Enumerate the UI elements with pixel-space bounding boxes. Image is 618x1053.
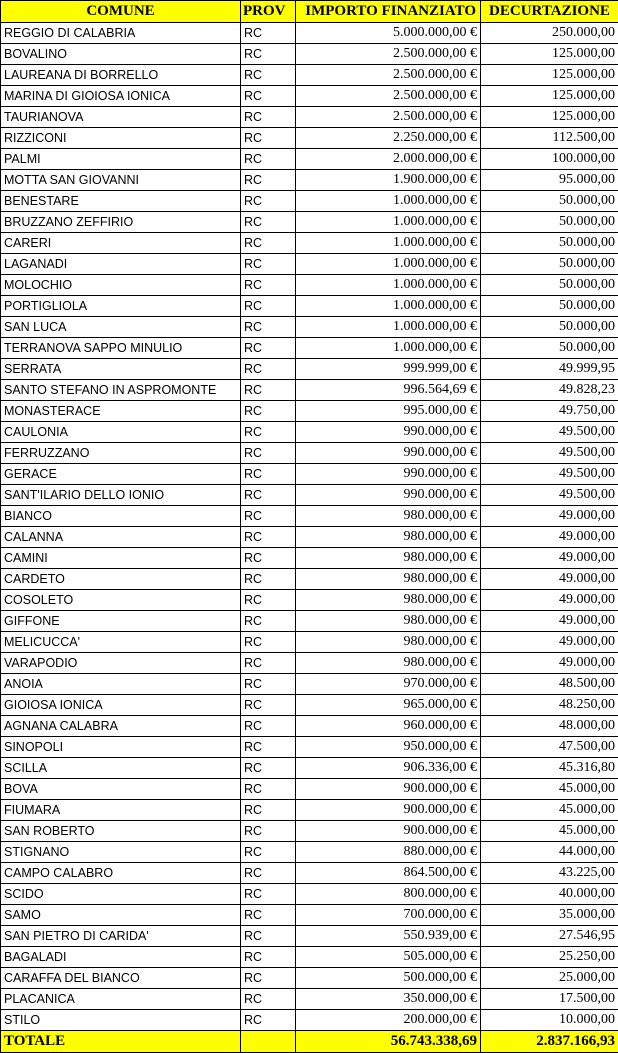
- table-row: [1, 590, 618, 611]
- cell-importo[interactable]: 2.250.000,00 €: [296, 128, 481, 149]
- cell-decurtazione[interactable]: 49.000,00: [481, 569, 618, 590]
- cell-comune[interactable]: PALMI: [1, 149, 241, 170]
- totals-decurtazione: 2.837.166,93: [481, 1031, 618, 1053]
- cell-prov[interactable]: RC: [241, 380, 296, 401]
- cell-comune[interactable]: SCILLA: [1, 758, 241, 779]
- table-row: [1, 947, 618, 968]
- cell-prov[interactable]: RC: [241, 443, 296, 464]
- cell-decurtazione[interactable]: 125.000,00: [481, 44, 618, 65]
- cell-decurtazione[interactable]: 49.750,00: [481, 401, 618, 422]
- table-row: [1, 527, 618, 548]
- cell-prov[interactable]: RC: [241, 758, 296, 779]
- cell-importo[interactable]: 2.500.000,00 €: [296, 44, 481, 65]
- table-row: [1, 716, 618, 737]
- cell-decurtazione[interactable]: 95.000,00: [481, 170, 618, 191]
- cell-comune[interactable]: TAURIANOVA: [1, 107, 241, 128]
- cell-comune[interactable]: SCIDO: [1, 884, 241, 905]
- cell-importo[interactable]: 1.000.000,00 €: [296, 317, 481, 338]
- cell-decurtazione[interactable]: 43.225,00: [481, 863, 618, 884]
- table-row: [1, 905, 618, 926]
- cell-decurtazione[interactable]: 50.000,00: [481, 254, 618, 275]
- cell-comune[interactable]: SINOPOLI: [1, 737, 241, 758]
- cell-prov[interactable]: RC: [241, 422, 296, 443]
- table-row: [1, 863, 618, 884]
- cell-importo[interactable]: 990.000,00 €: [296, 422, 481, 443]
- cell-importo[interactable]: 864.500,00 €: [296, 863, 481, 884]
- cell-decurtazione[interactable]: 49.000,00: [481, 611, 618, 632]
- cell-importo[interactable]: 980.000,00 €: [296, 548, 481, 569]
- cell-comune[interactable]: SERRATA: [1, 359, 241, 380]
- table-row: [1, 233, 618, 254]
- cell-decurtazione[interactable]: 48.000,00: [481, 716, 618, 737]
- cell-prov[interactable]: RC: [241, 296, 296, 317]
- cell-prov[interactable]: RC: [241, 401, 296, 422]
- table-row: [1, 44, 618, 65]
- cell-importo[interactable]: 350.000,00 €: [296, 989, 481, 1010]
- cell-importo[interactable]: 2.500.000,00 €: [296, 86, 481, 107]
- cell-prov[interactable]: RC: [241, 338, 296, 359]
- cell-decurtazione[interactable]: 44.000,00: [481, 842, 618, 863]
- cell-decurtazione[interactable]: 50.000,00: [481, 317, 618, 338]
- cell-prov[interactable]: RC: [241, 947, 296, 968]
- cell-comune[interactable]: GIOIOSA IONICA: [1, 695, 241, 716]
- cell-comune[interactable]: CALANNA: [1, 527, 241, 548]
- cell-prov[interactable]: RC: [241, 191, 296, 212]
- table-row: [1, 212, 618, 233]
- cell-comune[interactable]: SANT'ILARIO DELLO IONIO: [1, 485, 241, 506]
- cell-importo[interactable]: 980.000,00 €: [296, 569, 481, 590]
- table-row: [1, 548, 618, 569]
- header-row: [1, 1, 618, 23]
- table-row: [1, 674, 618, 695]
- cell-prov[interactable]: RC: [241, 716, 296, 737]
- table-row: [1, 338, 618, 359]
- cell-prov[interactable]: RC: [241, 107, 296, 128]
- table-row: [1, 191, 618, 212]
- table-row: [1, 359, 618, 380]
- cell-comune[interactable]: CARAFFA DEL BIANCO: [1, 968, 241, 989]
- cell-prov[interactable]: RC: [241, 86, 296, 107]
- cell-prov[interactable]: RC: [241, 485, 296, 506]
- cell-prov[interactable]: RC: [241, 863, 296, 884]
- cell-prov[interactable]: RC: [241, 233, 296, 254]
- cell-importo[interactable]: 980.000,00 €: [296, 527, 481, 548]
- table-row: [1, 758, 618, 779]
- cell-decurtazione[interactable]: 27.546,95: [481, 926, 618, 947]
- cell-decurtazione[interactable]: 112.500,00: [481, 128, 618, 149]
- cell-prov[interactable]: RC: [241, 884, 296, 905]
- cell-decurtazione[interactable]: 10.000,00: [481, 1010, 618, 1031]
- table-row: [1, 107, 618, 128]
- cell-decurtazione[interactable]: 125.000,00: [481, 86, 618, 107]
- cell-comune[interactable]: PLACANICA: [1, 989, 241, 1010]
- cell-decurtazione[interactable]: 100.000,00: [481, 149, 618, 170]
- cell-importo[interactable]: 1.000.000,00 €: [296, 296, 481, 317]
- cell-prov[interactable]: RC: [241, 779, 296, 800]
- cell-comune[interactable]: SAMO: [1, 905, 241, 926]
- cell-decurtazione[interactable]: 50.000,00: [481, 233, 618, 254]
- cell-importo[interactable]: 1.000.000,00 €: [296, 233, 481, 254]
- cell-importo[interactable]: 5.000.000,00 €: [296, 23, 481, 44]
- cell-comune[interactable]: BOVALINO: [1, 44, 241, 65]
- cell-decurtazione[interactable]: 49.999,95: [481, 359, 618, 380]
- header-importo[interactable]: IMPORTO FINANZIATO: [296, 1, 481, 23]
- cell-comune[interactable]: ANOIA: [1, 674, 241, 695]
- cell-comune[interactable]: VARAPODIO: [1, 653, 241, 674]
- table-row: [1, 485, 618, 506]
- table-row: [1, 149, 618, 170]
- table-row: [1, 296, 618, 317]
- cell-decurtazione[interactable]: 50.000,00: [481, 338, 618, 359]
- totals-label: TOTALE: [1, 1031, 241, 1053]
- cell-prov[interactable]: RC: [241, 590, 296, 611]
- cell-importo[interactable]: 2.500.000,00 €: [296, 65, 481, 86]
- cell-comune[interactable]: REGGIO DI CALABRIA: [1, 23, 241, 44]
- table-row: [1, 23, 618, 44]
- cell-importo[interactable]: 2.500.000,00 €: [296, 107, 481, 128]
- cell-comune[interactable]: FIUMARA: [1, 800, 241, 821]
- cell-importo[interactable]: 965.000,00 €: [296, 695, 481, 716]
- table-row: [1, 842, 618, 863]
- cell-comune[interactable]: AGNANA CALABRA: [1, 716, 241, 737]
- cell-importo[interactable]: 500.000,00 €: [296, 968, 481, 989]
- cell-comune[interactable]: BAGALADI: [1, 947, 241, 968]
- table-row: [1, 506, 618, 527]
- cell-decurtazione[interactable]: 49.000,00: [481, 590, 618, 611]
- cell-comune[interactable]: CAMPO CALABRO: [1, 863, 241, 884]
- cell-prov[interactable]: RC: [241, 569, 296, 590]
- cell-comune[interactable]: GERACE: [1, 464, 241, 485]
- cell-importo[interactable]: 1.000.000,00 €: [296, 191, 481, 212]
- cell-comune[interactable]: SAN ROBERTO: [1, 821, 241, 842]
- totals-importo: 56.743.338,69: [296, 1031, 481, 1053]
- cell-prov[interactable]: RC: [241, 506, 296, 527]
- cell-prov[interactable]: RC: [241, 968, 296, 989]
- cell-decurtazione[interactable]: 45.000,00: [481, 800, 618, 821]
- cell-importo[interactable]: 200.000,00 €: [296, 1010, 481, 1031]
- cell-comune[interactable]: LAGANADI: [1, 254, 241, 275]
- cell-prov[interactable]: RC: [241, 65, 296, 86]
- table-row: [1, 779, 618, 800]
- cell-prov[interactable]: RC: [241, 464, 296, 485]
- cell-decurtazione[interactable]: 47.500,00: [481, 737, 618, 758]
- table-body: [1, 23, 618, 1031]
- cell-importo[interactable]: 505.000,00 €: [296, 947, 481, 968]
- table-row: [1, 128, 618, 149]
- table-row: [1, 1010, 618, 1031]
- cell-comune[interactable]: RIZZICONI: [1, 128, 241, 149]
- table-row: [1, 254, 618, 275]
- table-row: [1, 632, 618, 653]
- cell-decurtazione[interactable]: 40.000,00: [481, 884, 618, 905]
- table-row: [1, 989, 618, 1010]
- cell-importo[interactable]: 800.000,00 €: [296, 884, 481, 905]
- cell-importo[interactable]: 980.000,00 €: [296, 611, 481, 632]
- cell-comune[interactable]: STIGNANO: [1, 842, 241, 863]
- header-comune[interactable]: COMUNE: [1, 1, 241, 23]
- cell-prov[interactable]: RC: [241, 527, 296, 548]
- table-footer: [1, 1031, 618, 1053]
- cell-decurtazione[interactable]: 45.000,00: [481, 821, 618, 842]
- cell-decurtazione[interactable]: 49.000,00: [481, 506, 618, 527]
- cell-comune[interactable]: BRUZZANO ZEFFIRIO: [1, 212, 241, 233]
- cell-importo[interactable]: 990.000,00 €: [296, 443, 481, 464]
- cell-comune[interactable]: COSOLETO: [1, 590, 241, 611]
- cell-decurtazione[interactable]: 49.828,23: [481, 380, 618, 401]
- cell-prov[interactable]: RC: [241, 1010, 296, 1031]
- cell-importo[interactable]: 950.000,00 €: [296, 737, 481, 758]
- table-row: [1, 884, 618, 905]
- table-header: [1, 1, 618, 23]
- cell-importo[interactable]: 995.000,00 €: [296, 401, 481, 422]
- table-row: [1, 695, 618, 716]
- table-row: [1, 653, 618, 674]
- cell-decurtazione[interactable]: 49.000,00: [481, 548, 618, 569]
- cell-decurtazione[interactable]: 50.000,00: [481, 212, 618, 233]
- cell-prov[interactable]: RC: [241, 170, 296, 191]
- cell-decurtazione[interactable]: 49.500,00: [481, 485, 618, 506]
- cell-prov[interactable]: RC: [241, 359, 296, 380]
- cell-prov[interactable]: RC: [241, 254, 296, 275]
- cell-decurtazione[interactable]: 48.250,00: [481, 695, 618, 716]
- cell-prov[interactable]: RC: [241, 44, 296, 65]
- cell-prov[interactable]: RC: [241, 737, 296, 758]
- header-prov[interactable]: PROV: [241, 1, 296, 23]
- table-row: [1, 800, 618, 821]
- table-row: [1, 65, 618, 86]
- cell-importo[interactable]: 980.000,00 €: [296, 590, 481, 611]
- cell-importo[interactable]: 700.000,00 €: [296, 905, 481, 926]
- cell-importo[interactable]: 1.900.000,00 €: [296, 170, 481, 191]
- cell-importo[interactable]: 970.000,00 €: [296, 674, 481, 695]
- table-row: [1, 464, 618, 485]
- table-row: [1, 569, 618, 590]
- table-row: [1, 926, 618, 947]
- cell-decurtazione[interactable]: 45.316,80: [481, 758, 618, 779]
- table-row: [1, 401, 618, 422]
- cell-prov[interactable]: RC: [241, 149, 296, 170]
- table-row: [1, 422, 618, 443]
- cell-comune[interactable]: MELICUCCA': [1, 632, 241, 653]
- cell-comune[interactable]: PORTIGLIOLA: [1, 296, 241, 317]
- table-row: [1, 821, 618, 842]
- cell-decurtazione[interactable]: 45.000,00: [481, 779, 618, 800]
- cell-importo[interactable]: 1.000.000,00 €: [296, 212, 481, 233]
- cell-comune[interactable]: BOVA: [1, 779, 241, 800]
- cell-decurtazione[interactable]: 49.500,00: [481, 443, 618, 464]
- cell-prov[interactable]: RC: [241, 653, 296, 674]
- cell-prov[interactable]: RC: [241, 611, 296, 632]
- cell-decurtazione[interactable]: 48.500,00: [481, 674, 618, 695]
- cell-comune[interactable]: STILO: [1, 1010, 241, 1031]
- cell-decurtazione[interactable]: 50.000,00: [481, 296, 618, 317]
- cell-comune[interactable]: MONASTERACE: [1, 401, 241, 422]
- cell-decurtazione[interactable]: 35.000,00: [481, 905, 618, 926]
- cell-importo[interactable]: 1.000.000,00 €: [296, 254, 481, 275]
- cell-decurtazione[interactable]: 50.000,00: [481, 191, 618, 212]
- cell-comune[interactable]: BENESTARE: [1, 191, 241, 212]
- table-row: [1, 170, 618, 191]
- cell-comune[interactable]: MARINA DI GIOIOSA IONICA: [1, 86, 241, 107]
- cell-prov[interactable]: RC: [241, 275, 296, 296]
- cell-decurtazione[interactable]: 25.000,00: [481, 968, 618, 989]
- cell-decurtazione[interactable]: 250.000,00: [481, 23, 618, 44]
- cell-decurtazione[interactable]: 49.000,00: [481, 527, 618, 548]
- cell-prov[interactable]: RC: [241, 926, 296, 947]
- cell-comune[interactable]: FERRUZZANO: [1, 443, 241, 464]
- cell-prov[interactable]: RC: [241, 695, 296, 716]
- cell-prov[interactable]: RC: [241, 905, 296, 926]
- cell-prov[interactable]: RC: [241, 548, 296, 569]
- cell-prov[interactable]: RC: [241, 128, 296, 149]
- cell-prov[interactable]: RC: [241, 842, 296, 863]
- cell-comune[interactable]: CARDETO: [1, 569, 241, 590]
- cell-importo[interactable]: 900.000,00 €: [296, 800, 481, 821]
- cell-prov[interactable]: RC: [241, 800, 296, 821]
- cell-comune[interactable]: SAN PIETRO DI CARIDA': [1, 926, 241, 947]
- cell-decurtazione[interactable]: 49.000,00: [481, 632, 618, 653]
- cell-importo[interactable]: 1.000.000,00 €: [296, 275, 481, 296]
- cell-importo[interactable]: 900.000,00 €: [296, 821, 481, 842]
- table-row: [1, 968, 618, 989]
- cell-importo[interactable]: 960.000,00 €: [296, 716, 481, 737]
- table-row: [1, 611, 618, 632]
- cell-prov[interactable]: RC: [241, 674, 296, 695]
- cell-importo[interactable]: 996.564,69 €: [296, 380, 481, 401]
- cell-importo[interactable]: 980.000,00 €: [296, 632, 481, 653]
- cell-decurtazione[interactable]: 125.000,00: [481, 65, 618, 86]
- cell-importo[interactable]: 2.000.000,00 €: [296, 149, 481, 170]
- cell-comune[interactable]: TERRANOVA SAPPO MINULIO: [1, 338, 241, 359]
- cell-importo[interactable]: 999.999,00 €: [296, 359, 481, 380]
- table-row: [1, 737, 618, 758]
- cell-comune[interactable]: CAMINI: [1, 548, 241, 569]
- cell-comune[interactable]: BIANCO: [1, 506, 241, 527]
- cell-decurtazione[interactable]: 50.000,00: [481, 275, 618, 296]
- cell-comune[interactable]: CAULONIA: [1, 422, 241, 443]
- cell-comune[interactable]: MOLOCHIO: [1, 275, 241, 296]
- cell-comune[interactable]: SANTO STEFANO IN ASPROMONTE: [1, 380, 241, 401]
- table-row: [1, 380, 618, 401]
- cell-importo[interactable]: 980.000,00 €: [296, 653, 481, 674]
- totals-prov-empty: [241, 1031, 296, 1053]
- cell-comune[interactable]: SAN LUCA: [1, 317, 241, 338]
- cell-importo[interactable]: 990.000,00 €: [296, 464, 481, 485]
- cell-decurtazione[interactable]: 49.500,00: [481, 422, 618, 443]
- cell-decurtazione[interactable]: 125.000,00: [481, 107, 618, 128]
- cell-importo[interactable]: 906.336,00 €: [296, 758, 481, 779]
- cell-importo[interactable]: 1.000.000,00 €: [296, 338, 481, 359]
- table-row: [1, 275, 618, 296]
- cell-prov[interactable]: RC: [241, 632, 296, 653]
- cell-prov[interactable]: RC: [241, 317, 296, 338]
- cell-comune[interactable]: GIFFONE: [1, 611, 241, 632]
- cell-prov[interactable]: RC: [241, 23, 296, 44]
- cell-comune[interactable]: LAUREANA DI BORRELLO: [1, 65, 241, 86]
- table-row: [1, 86, 618, 107]
- header-decurtazione[interactable]: DECURTAZIONE: [481, 1, 618, 23]
- cell-prov[interactable]: RC: [241, 212, 296, 233]
- cell-comune[interactable]: CARERI: [1, 233, 241, 254]
- cell-importo[interactable]: 980.000,00 €: [296, 506, 481, 527]
- cell-prov[interactable]: RC: [241, 989, 296, 1010]
- cell-importo[interactable]: 900.000,00 €: [296, 779, 481, 800]
- totals-row: [1, 1031, 618, 1053]
- table-row: [1, 317, 618, 338]
- cell-decurtazione[interactable]: 49.000,00: [481, 653, 618, 674]
- cell-importo[interactable]: 990.000,00 €: [296, 485, 481, 506]
- cell-decurtazione[interactable]: 49.500,00: [481, 464, 618, 485]
- table-row: [1, 443, 618, 464]
- cell-importo[interactable]: 550.939,00 €: [296, 926, 481, 947]
- cell-decurtazione[interactable]: 25.250,00: [481, 947, 618, 968]
- cell-decurtazione[interactable]: 17.500,00: [481, 989, 618, 1010]
- cell-prov[interactable]: RC: [241, 821, 296, 842]
- cell-importo[interactable]: 880.000,00 €: [296, 842, 481, 863]
- cell-comune[interactable]: MOTTA SAN GIOVANNI: [1, 170, 241, 191]
